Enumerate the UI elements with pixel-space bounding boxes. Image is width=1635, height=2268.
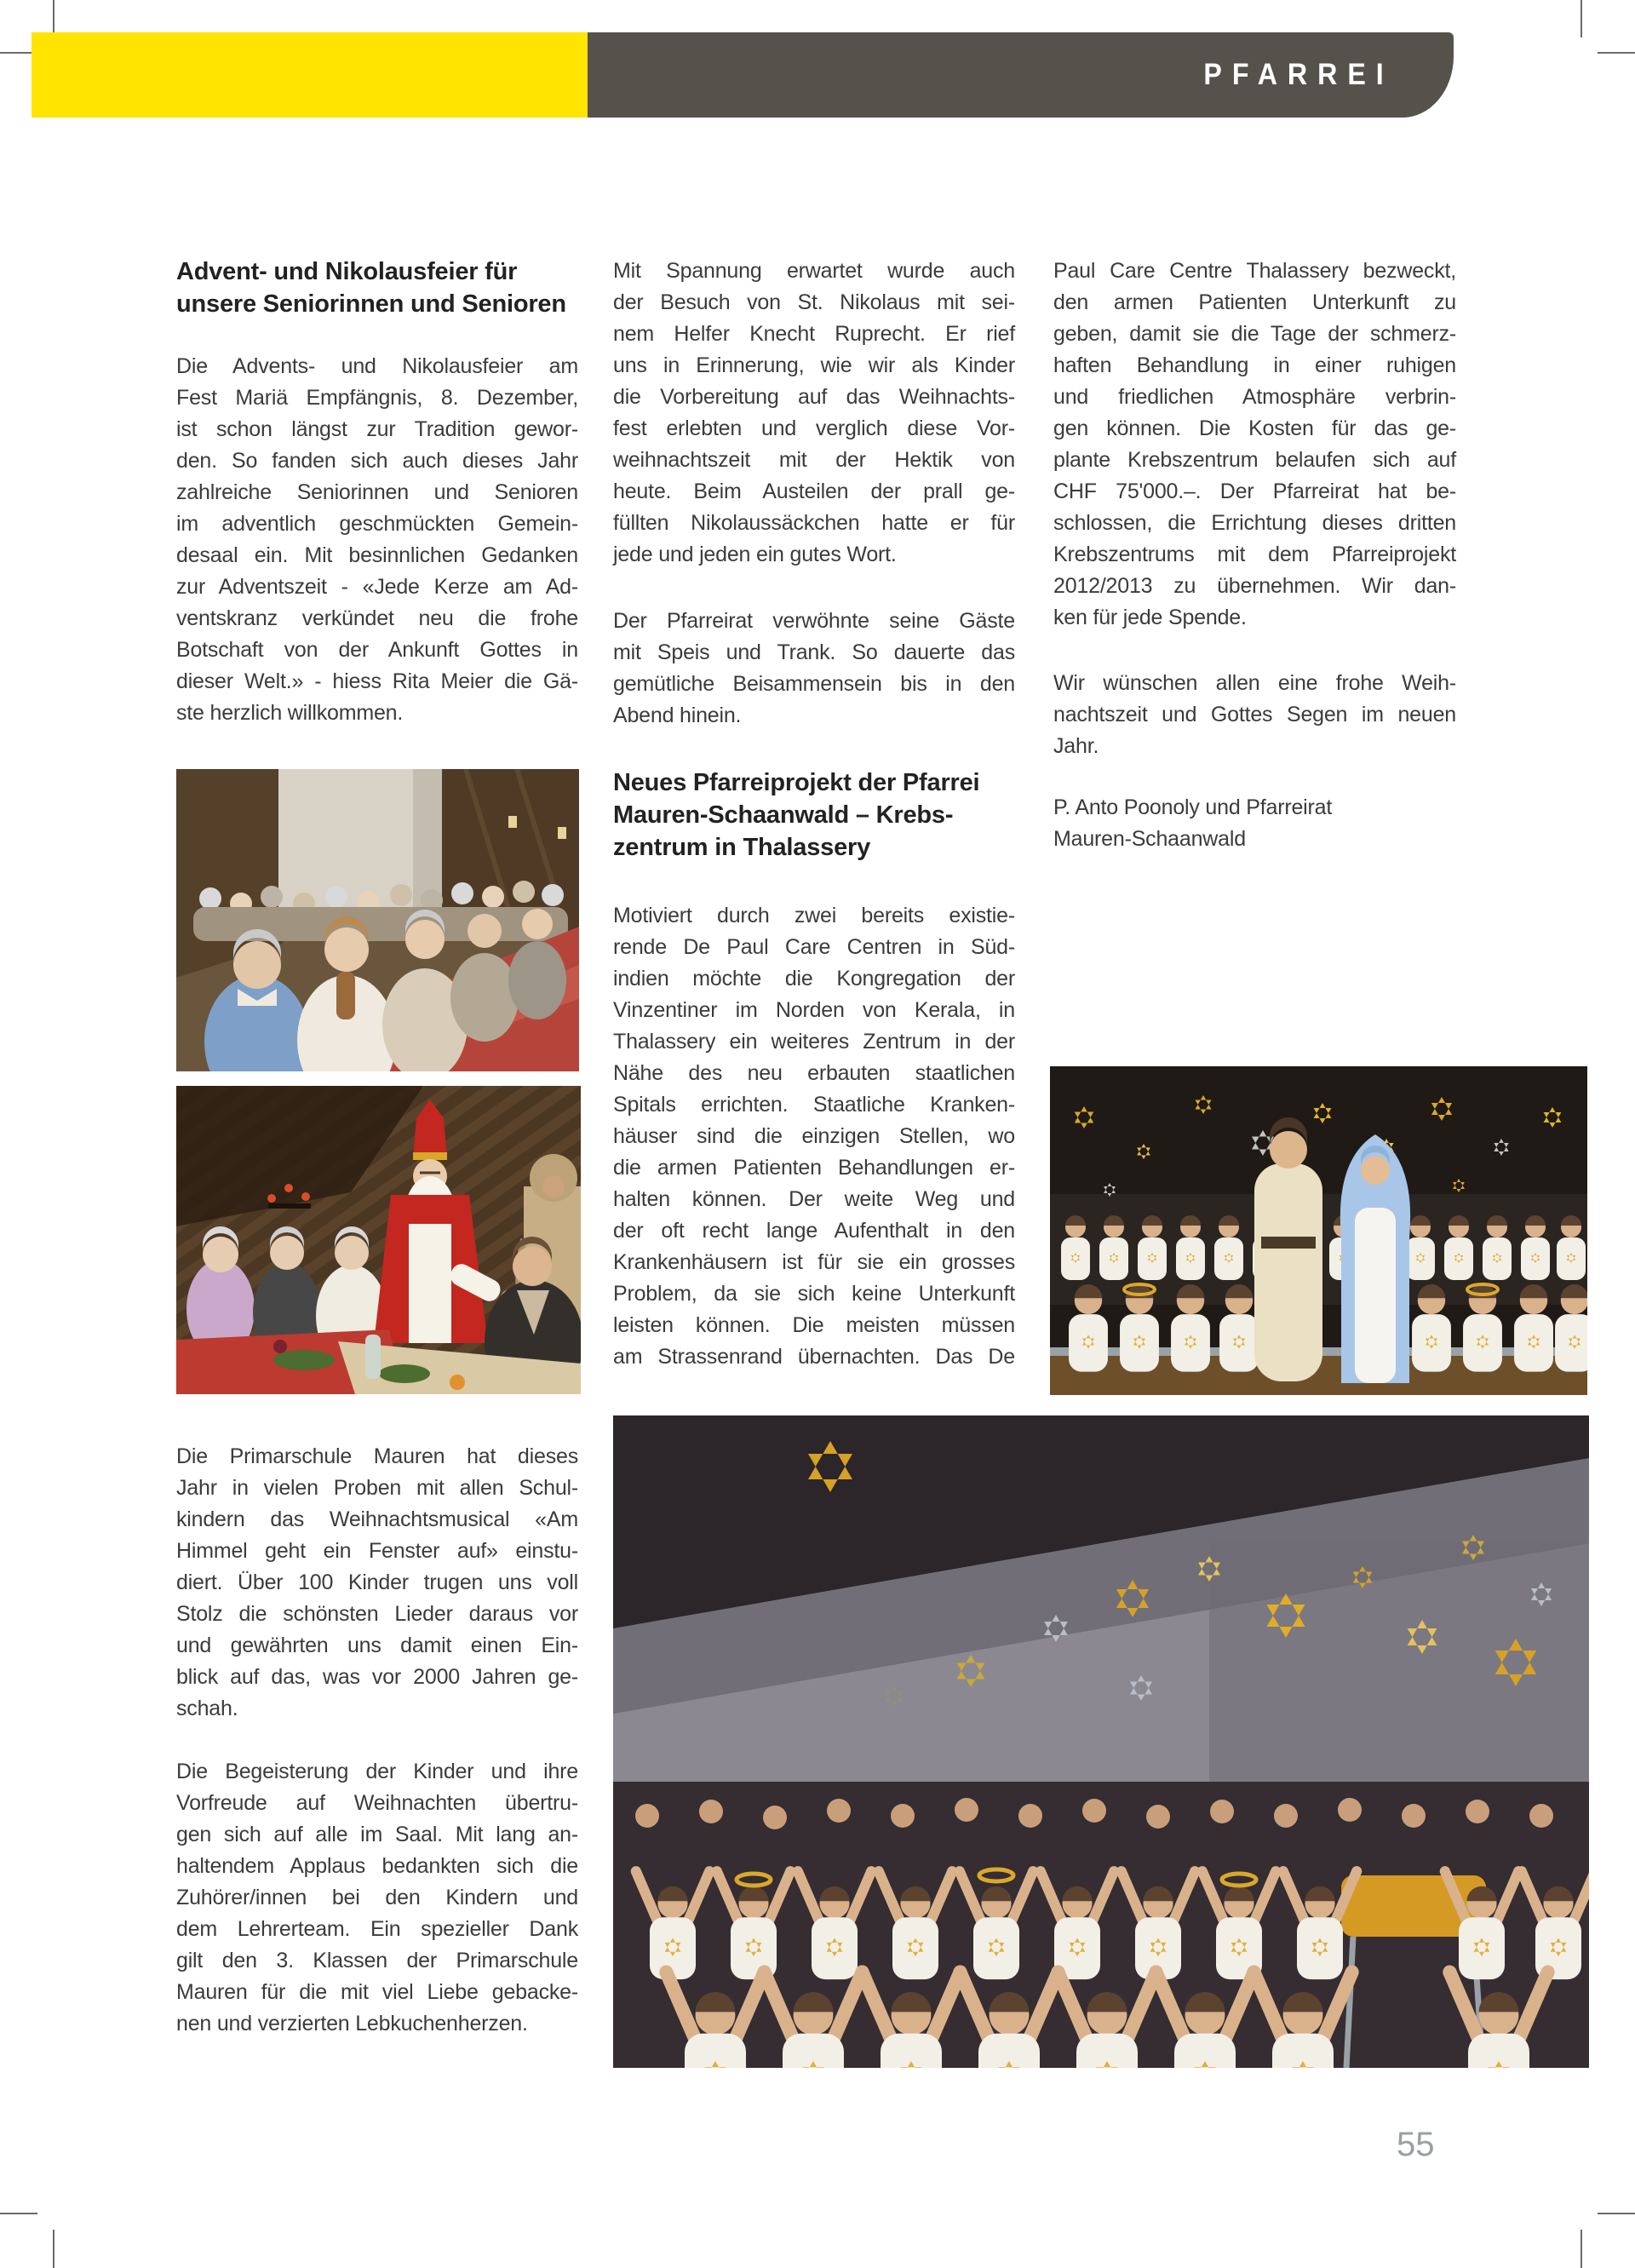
advent-paragraph-3: Der Pfarreirat verwöhnte seine Gäste mit Speis und Trank. So dauerte das gemütliche Beisammensein bis in den Abend hinein. bbox=[613, 609, 1015, 727]
crop-mark-bottom-right-v bbox=[1580, 2230, 1582, 2268]
photo-children-finale bbox=[613, 1415, 1589, 2068]
projekt-paragraph-3: Wir wünschen allen eine frohe Weih- nachtszeit und Gottes Segen im neuen Jahr. bbox=[1053, 671, 1456, 758]
crop-mark-bottom-left-v bbox=[53, 2230, 54, 2268]
musical-paragraph-1: Die Primarschule Mauren hat dieses Jahr in vielen Proben mit allen Schul- kindern das Weihnachtsmusical «Am Himmel geht ein Fenster auf» einstu- diert. Über 100 Kinder trugen uns voll Stolz die schönsten Lieder daraus vor und gewährten uns damit einen Ein- blick auf das, was vor 2000 Jahren ge- schah. bbox=[176, 1444, 578, 1720]
projekt-paragraph-1: Motiviert durch zwei bereits existie- rende De Paul Care Centren in Süd- indien möchte die Kongregation der Vinzentiner im Norden von Kerala, in Thalassery ein weiteres Zentrum in der Nähe des neu erbauten staatlichen Spitals errichten. Staatliche Kranken- häuser sind die einzigen Stellen, wo die armen Patienten Behandlungen er- halten können. Der weite Weg und der oft recht lange Aufenthalt in den Krankenhäusern ist für sie ein grosses Problem, da sie sich keine Unterkunft leisten können. Die meisten müssen am Strassenrand übernachten. Das De bbox=[613, 904, 1015, 1369]
article-heading-advent: Advent- und Nikolausfeier für unsere Seniorinnen und Senioren bbox=[176, 258, 566, 318]
photo-nativity-play bbox=[1050, 1066, 1587, 1395]
page-number: 55 bbox=[1397, 2126, 1435, 2163]
projekt-signature: P. Anto Poonoly und Pfarreirat Mauren-Schaanwald bbox=[1053, 795, 1333, 851]
crop-mark-top-right-h bbox=[1598, 52, 1635, 54]
musical-paragraph-2: Die Begeisterung der Kinder und ihre Vorfreude auf Weihnachten übertru- gen sich auf alle im Saal. Mit lang an- haltendem Applaus bedankten sich die Zuhörer/innen bei den Kindern und dem Lehrerteam. Ein spezieller Dank gilt den 3. Klassen der Primarschule Mauren für die mit viel Liebe gebacke- nen und verzierten Lebkuchenherzen. bbox=[176, 1760, 578, 2035]
crop-mark-bottom-left-h bbox=[0, 2213, 37, 2214]
header-section-bar bbox=[588, 32, 1454, 118]
article-heading-projekt: Neues Pfarreiprojekt der Pfarrei Mauren-Schaanwald – Krebs- zentrum in Thalassery bbox=[613, 769, 980, 861]
photo-seniors-table bbox=[176, 769, 579, 1071]
advent-paragraph-1: Die Advents- und Nikolausfeier am Fest Mariä Empfängnis, 8. Dezember, ist schon längst zur Tradition gewor- den. So fanden sich auch dieses Jahr zahlreiche Seniorinnen und Senioren im adventlich geschmückten Gemein- desaal ein. Mit besinnlichen Gedanken zur Adventszeit - «Jede Kerze am Ad- ventskranz verkündet neu die frohe Botschaft von der Ankunft Gottes in dieser Welt.» - hiess Rita Meier die Gä- ste herzlich willkommen. bbox=[176, 354, 578, 725]
photo-nikolaus-visit bbox=[176, 1086, 581, 1394]
crop-mark-top-right-v bbox=[1580, 0, 1582, 37]
header-accent-bar bbox=[32, 32, 588, 118]
section-label: PFARREI bbox=[1203, 58, 1394, 91]
crop-mark-bottom-right-h bbox=[1598, 2213, 1635, 2214]
projekt-paragraph-2: Paul Care Centre Thalassery bezweckt, den armen Patienten Unterkunft zu geben, damit sie die Tage der schmerz- haften Behandlung in einer ruhigen und friedlichen Atmosphäre verbrin- gen können. Die Kosten für das ge- plante Krebszentrum belaufen sich auf CHF 75'000.–. Der Pfarreirat hat be- schlossen, die Errichtung dieses dritten Krebszentrums mit dem Pfarreiprojekt 2012/2013 zu übernehmen. Wir dan- ken für jede Spende. bbox=[1053, 259, 1456, 629]
advent-paragraph-2: Mit Spannung erwartet wurde auch der Besuch von St. Nikolaus mit sei- nem Helfer Knecht Ruprecht. Er rief uns in Erinnerung, wie wir als Kinder die Vorbereitung auf das Weihnachts- fest erlebten und verglich diese Vor- weihnachtszeit mit der Hektik von heute. Beim Austeilen der prall ge- füllten Nikolaussäckchen hatte er für jede und jeden ein gutes Wort. bbox=[613, 259, 1015, 566]
